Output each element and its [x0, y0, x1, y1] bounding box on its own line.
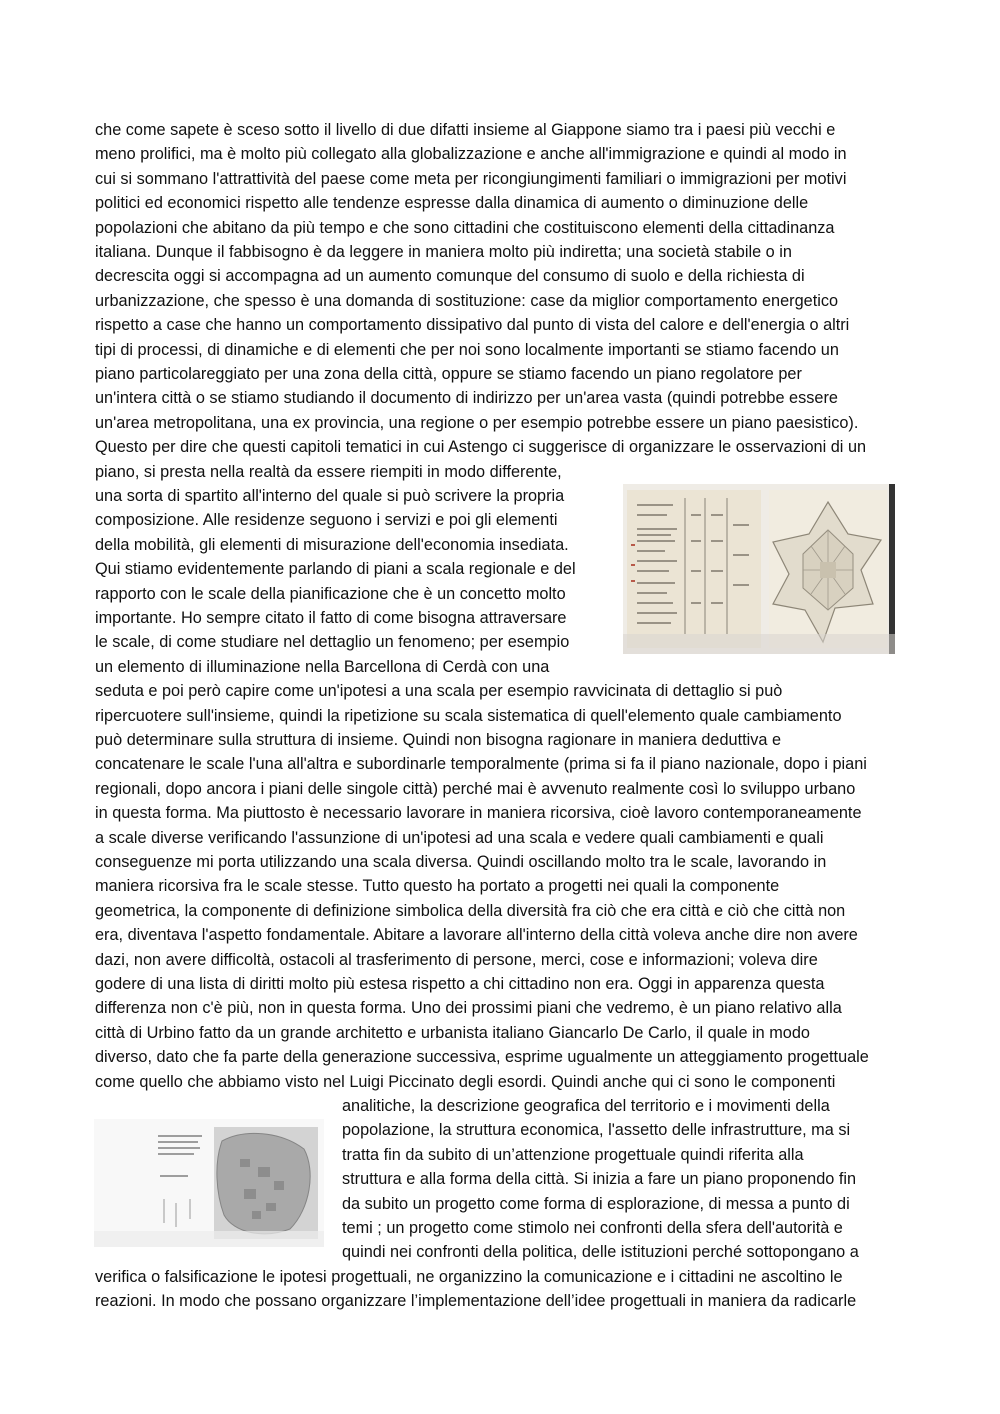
- text-line: della mobilità, gli elementi di misurazione dell'economia insediata.: [95, 535, 569, 554]
- text-line: meno prolifici, ma è molto più collegato alla globalizzazione e anche all'immigrazione e quindi al modo in: [95, 145, 847, 164]
- text-line: città di Urbino fatto da un grande architetto e urbanista italiano Giancarlo De Carlo, il quale in modo: [95, 1023, 810, 1042]
- text-line: verifica o falsificazione le ipotesi progettuali, ne organizzino la comunicazione e i cittadini ne ascoltino le: [95, 1267, 843, 1286]
- text-line: importante. Ho sempre citato il fatto di come bisogna attraversare: [95, 609, 567, 627]
- text-line: che come sapete è sceso sotto il livello di due difatti insieme al Giappone siamo tra i paesi più vecchi e: [95, 121, 836, 139]
- urbino-map-illustration: [94, 1119, 324, 1247]
- text-line: decrescita oggi si accompagna ad un aumento comunque del consumo di suolo e della richiesta di: [95, 267, 805, 286]
- text-line: un'area metropolitana, una ex provincia, una regione o per esempio potrebbe essere un piano paesistico).: [95, 413, 859, 432]
- text-line: differenza non c'è più, non in questa forma. Uno dei prossimi piani che vedremo, è un piano relativo alla: [95, 999, 842, 1018]
- text-line: maniera ricorsiva fra le scale stesse. Tutto questo ha portato a progetti nei quali la componente: [95, 877, 780, 896]
- text-line: cui si sommano l'attrattività del paese come meta per ricongiungimenti familiari o immigrazioni per motivi: [95, 169, 847, 188]
- text-line: Questo per dire che questi capitoli tematici in cui Astengo ci suggerisce di organizzare le osservazioni di un: [95, 438, 867, 457]
- text-line: regionali, dopo ancora i piani delle singole città) perché mai è avvenuto realmente così lo sviluppo urbano: [95, 779, 856, 798]
- text-line: politici ed economici rispetto alle tendenze espresse dalla dinamica di aumento o diminuzione delle: [95, 194, 809, 213]
- text-line: rapporto con le scale della pianificazione che è un concetto molto: [95, 584, 566, 603]
- text-line: struttura e alla forma della città. Si inizia a fare un piano proponendo fin: [342, 1170, 857, 1189]
- text-line: concatenare le scale l'una all'altra e subordinarle temporalmente (prima si fa il piano nazionale, dopo i piani: [95, 755, 867, 774]
- text-line: dazi, non avere difficoltà, ostacoli al trasferimento di persone, merci, cose e informazioni; voleva dire: [95, 950, 818, 969]
- text-line: rispetto a case che hanno un comportamento dissipativo dal punto di vista del calore e dell'energia o altri: [95, 316, 850, 335]
- text-line: piano, si presta nella realtà da essere riempiti in modo differente,: [95, 462, 562, 481]
- text-line: popolazione, la struttura economica, l'assetto delle infrastrutture, ma si: [342, 1121, 851, 1140]
- text-line: era, diventava l'aspetto fondamentale. Abitare a lavorare all'interno della città voleva anche dire non avere: [95, 926, 858, 945]
- text-line: piano particolareggiato per una zona della città, oppure se stiamo facendo un piano regolatore per: [95, 365, 802, 383]
- text-line: un elemento di illuminazione nella Barcellona di Cerdà con una: [95, 657, 550, 676]
- text-line: popolazioni che abitano da più tempo e che sono cittadini che costituiscono elementi della cittadinanza: [95, 218, 835, 237]
- text-line: come quello che abbiamo visto nel Luigi Piccinato degli esordi. Quindi anche qui ci sono le componenti: [95, 1072, 836, 1091]
- text-line: urbanizzazione, che spesso è una domanda di sostituzione: case da miglior comportamento energetico: [95, 291, 839, 310]
- figure-plan-table-and-fortress-map: [623, 484, 895, 654]
- text-line: diverso, dato che fa parte della generazione successiva, esprime ugualmente un atteggiamento progettuale: [95, 1048, 869, 1067]
- text-line: ripercuotere sull'insieme, quindi la ripetizione su scala sistematica di quell'elemento quale cambiamento: [95, 706, 842, 725]
- text-line: italiana. Dunque il fabbisogno è da leggere in maniera molto più indiretta; una società stabile o in: [95, 243, 792, 261]
- text-line: le scale, di come studiare nel dettaglio un fenomeno; per esempio: [95, 633, 570, 652]
- text-line: a scale diverse verificando l'assunzione di un'ipotesi ad una scala e vedere quali cambiamenti e quali: [95, 828, 824, 847]
- figure-urbino-plan-page: [94, 1119, 324, 1247]
- fortress-plan-illustration: [623, 484, 895, 654]
- text-line: una sorta di spartito all'interno del quale si può scrivere la propria: [95, 487, 565, 505]
- text-line: conseguenze mi porta utilizzando una scala diversa. Quindi oscillando molto tra le scale, lavorando in: [95, 853, 827, 871]
- text-line: geometrica, la componente di definizione simbolica della diversità fra ciò che era città e ciò che città non: [95, 901, 846, 920]
- text-line: reazioni. In modo che possano organizzare l’implementazione dell’idee progettuali in maniera da radicarle: [95, 1292, 857, 1311]
- text-line: godere di una lista di diritti molto più estesa rispetto a chi cittadino non era. Oggi in apparenza questa: [95, 975, 825, 993]
- text-line: tipi di processi, di dinamiche e di elementi che per noi sono localmente importanti se stiamo facendo un: [95, 340, 839, 359]
- text-line: tratta fin da subito di un’attenzione progettuale quindi riferita alla: [342, 1145, 804, 1164]
- text-line: analitiche, la descrizione geografica del territorio e i movimenti della: [342, 1097, 830, 1115]
- text-line: quindi nei confronti della politica, delle istituzioni perché sottopongano a: [342, 1243, 859, 1262]
- text-line: temi ; un progetto come stimolo nei confronti della sfera dell'autorità e: [342, 1219, 843, 1237]
- text-line: può determinare sulla struttura di insieme. Quindi non bisogna ragionare in maniera deduttiva e: [95, 731, 782, 749]
- text-line: un'intera città o se stiamo studiando il documento di indirizzo per un'area vasta (quindi potrebbe essere: [95, 389, 838, 408]
- text-line: da subito un progetto come forma di esplorazione, di messa a punto di: [342, 1194, 850, 1213]
- text-line: Qui stiamo evidentemente parlando di piani a scala regionale e del: [95, 560, 576, 579]
- text-line: in questa forma. Ma piuttosto è necessario lavorare in maniera ricorsiva, cioè lavoro contemporaneamente: [95, 804, 862, 823]
- text-line: seduta e poi però capire come un'ipotesi a una scala per esempio ravvicinata di dettaglio si può: [95, 682, 783, 701]
- text-line: composizione. Alle residenze seguono i servizi e poi gli elementi: [95, 511, 558, 530]
